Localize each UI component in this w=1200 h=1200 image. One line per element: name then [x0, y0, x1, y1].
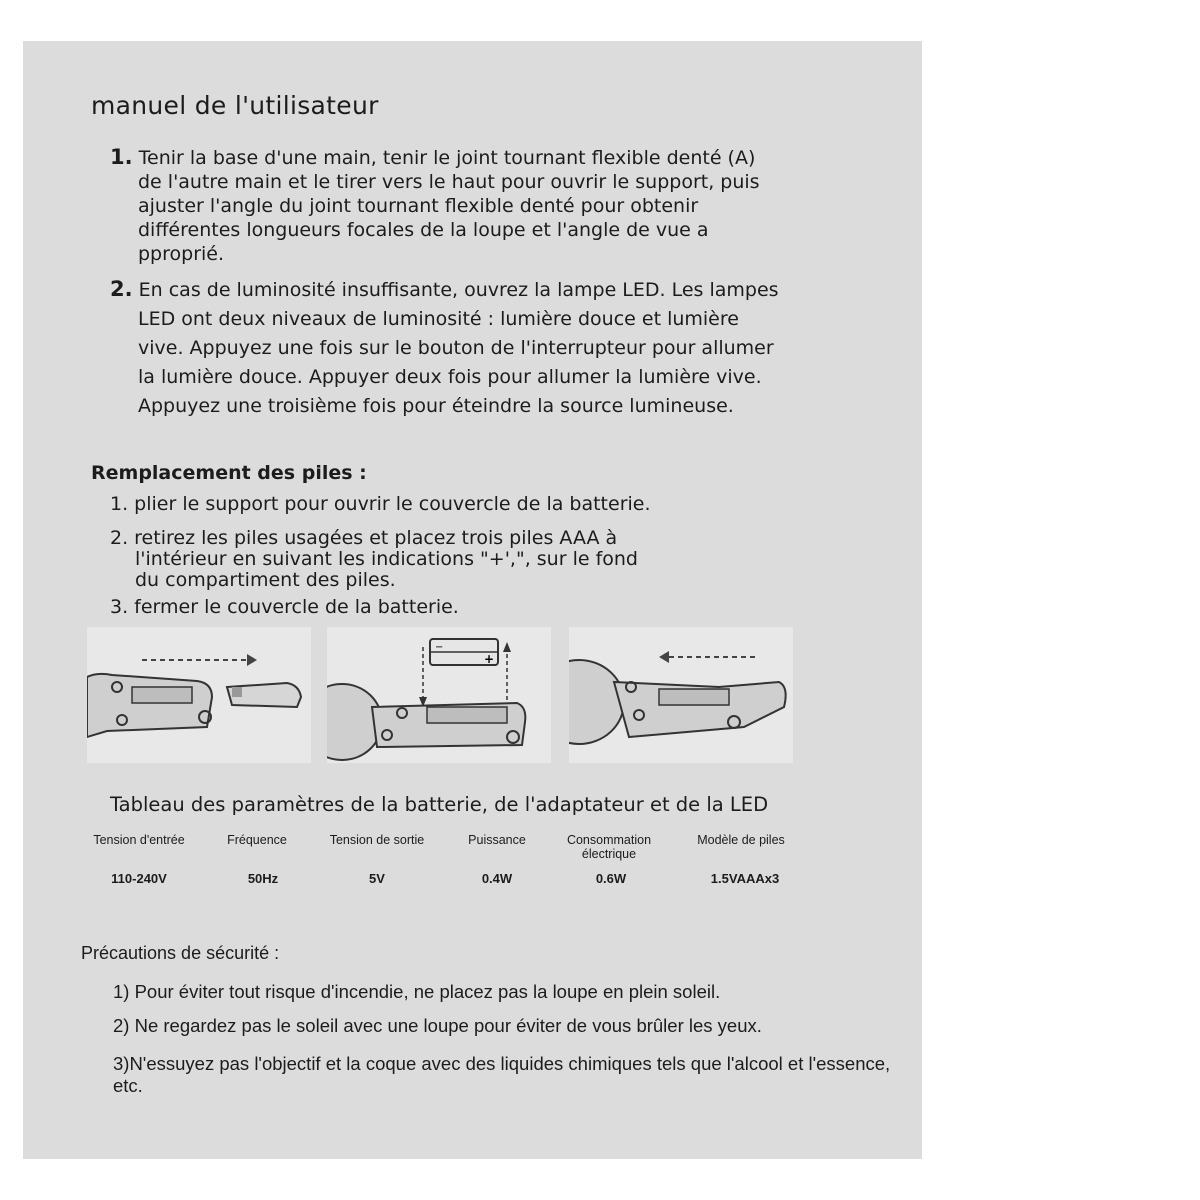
precaution-item: 1) Pour éviter tout risque d'incendie, ne placez pas la loupe en plein soleil.	[113, 981, 721, 1002]
battery-line: 2. retirez les piles usagées et placez trois piles AAA à	[110, 527, 618, 549]
table-header: Fréquence	[227, 833, 287, 847]
step-line: la lumière douce. Appuyer deux fois pour allumer la lumière vive.	[138, 366, 762, 388]
table-header: Modèle de piles	[697, 833, 785, 847]
battery-line: du compartiment des piles.	[135, 569, 396, 591]
battery-line: 3. fermer le couvercle de la batterie.	[110, 596, 459, 618]
table-header: Tension d'entrée	[93, 833, 185, 847]
table-header: Puissance	[468, 833, 526, 847]
battery-line: 1. plier le support pour ouvrir le couvercle de la batterie.	[110, 493, 651, 515]
figure-close-cover	[569, 627, 793, 763]
figure-insert-batteries	[327, 627, 551, 763]
instruction-step-2	[110, 275, 810, 421]
battery-step-1	[110, 494, 651, 515]
step-line: En cas de luminosité insuffisante, ouvrez la lampe LED. Les lampes	[138, 279, 779, 301]
manual-page	[23, 41, 922, 1159]
table-cell: 110-240V	[111, 871, 167, 886]
battery-open-illustration	[87, 627, 311, 763]
battery-step-3	[110, 597, 459, 618]
table-header: Consommation électrique	[566, 833, 652, 861]
battery-insert-illustration	[327, 627, 551, 763]
battery-step-2	[110, 528, 638, 591]
table-header: Tension de sortie	[329, 833, 425, 847]
table-cell: 1.5VAAAx3	[710, 871, 780, 886]
plus-sign: +	[484, 652, 495, 666]
instruction-step-1	[110, 145, 810, 266]
precaution-item: 3)N'essuyez pas l'objectif et la coque avec des liquides chimiques tels que l'alcool et l'essence, etc.	[113, 1053, 891, 1096]
step-line: pproprié.	[138, 243, 225, 265]
step-line: de l'autre main et le tirer vers le haut pour ouvrir le support, puis	[138, 171, 760, 193]
step-line: Tenir la base d'une main, tenir le joint tournant flexible denté (A)	[138, 147, 756, 169]
table-cell: 0.6W	[595, 871, 627, 886]
step-number: 1.	[110, 145, 133, 169]
step-number: 2.	[110, 277, 133, 301]
table-cell: 5V	[369, 871, 385, 886]
battery-heading: Remplacement des piles :	[91, 462, 367, 484]
step-line: ajuster l'angle du joint tournant flexible denté pour obtenir	[138, 195, 699, 217]
page-title: manuel de l'utilisateur	[91, 91, 379, 120]
parameters-table-title: Tableau des paramètres de la batterie, de l'adaptateur et de la LED	[110, 793, 769, 816]
step-line: Appuyez une troisième fois pour éteindre la source lumineuse.	[138, 395, 734, 417]
precaution-item: 2) Ne regardez pas le soleil avec une loupe pour éviter de vous brûler les yeux.	[113, 1015, 762, 1036]
figure-open-cover	[87, 627, 311, 763]
precautions-heading: Précautions de sécurité :	[81, 943, 280, 963]
step-line: vive. Appuyez une fois sur le bouton de l'interrupteur pour allumer	[138, 337, 774, 359]
battery-close-illustration	[569, 627, 793, 763]
minus-sign: −	[435, 642, 444, 653]
step-line: LED ont deux niveaux de luminosité : lumière douce et lumière	[138, 308, 739, 330]
battery-line: l'intérieur en suivant les indications "+',", sur le fond	[135, 548, 638, 570]
step-line: différentes longueurs focales de la loupe et l'angle de vue a	[138, 219, 709, 241]
table-cell: 50Hz	[247, 871, 279, 886]
table-cell: 0.4W	[481, 871, 513, 886]
